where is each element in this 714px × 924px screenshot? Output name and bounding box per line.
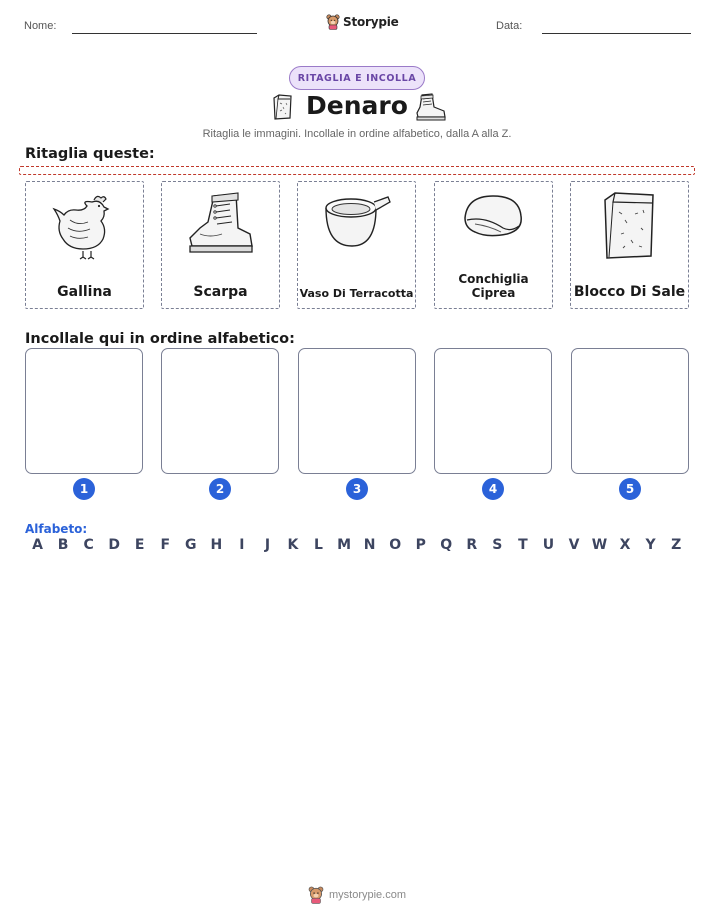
- position-number: 3: [346, 478, 368, 500]
- alphabet-letter: C: [83, 537, 94, 553]
- alphabet-letter: N: [363, 537, 376, 553]
- alphabet-label: Alfabeto:: [25, 522, 88, 536]
- alphabet-letter: Q: [440, 537, 453, 553]
- footer: [0, 886, 714, 904]
- cut-card-hen[interactable]: [25, 181, 144, 309]
- name-label: Nome:: [24, 20, 57, 32]
- bear-mascot-icon: [308, 886, 324, 904]
- paste-box[interactable]: [434, 348, 552, 474]
- position-number: 4: [482, 478, 504, 500]
- alphabet-letter: K: [287, 537, 299, 553]
- instructions: Ritaglia le immagini. Incollale in ordine alfabetico, dalla A alla Z.: [202, 128, 512, 140]
- paste-box[interactable]: [298, 348, 416, 474]
- alphabet-letter: B: [57, 537, 69, 553]
- alphabet-letter: U: [542, 537, 555, 553]
- date-line[interactable]: [542, 33, 691, 34]
- brand-name: Storypie: [343, 15, 399, 29]
- alphabet-letter: V: [568, 537, 580, 553]
- card-label: Vaso Di Terracotta: [299, 287, 414, 300]
- cowrie-shell-icon: [459, 190, 529, 260]
- bear-mascot-icon: [326, 14, 340, 30]
- alphabet-letter: F: [160, 537, 171, 553]
- alphabet-letter: W: [591, 537, 608, 553]
- cut-card-clay-pot[interactable]: [297, 181, 416, 309]
- alphabet-letter: J: [264, 537, 271, 553]
- position-number: 5: [619, 478, 641, 500]
- clay-pot-icon: [322, 190, 392, 260]
- alphabet-letter: M: [337, 537, 352, 553]
- alphabet-letter: X: [619, 537, 631, 553]
- paste-heading: Incollale qui in ordine alfabetico:: [25, 331, 295, 347]
- alphabet-letter: S: [492, 537, 503, 553]
- salt-block-icon: [595, 190, 665, 260]
- cut-card-cowrie-shell[interactable]: [434, 181, 553, 309]
- boot-icon: [414, 93, 448, 121]
- alphabet-letter: L: [314, 537, 323, 553]
- alphabet-letter: O: [389, 537, 402, 553]
- cut-card-boot[interactable]: [161, 181, 280, 309]
- alphabet-letter: P: [415, 537, 426, 553]
- paste-box[interactable]: [161, 348, 279, 474]
- boot-icon: [186, 190, 256, 260]
- position-number: 2: [209, 478, 231, 500]
- cut-heading: Ritaglia queste:: [25, 146, 155, 162]
- alphabet-letter: H: [210, 537, 223, 553]
- card-label: Conchiglia Ciprea: [458, 272, 529, 300]
- alphabet-letter: Z: [671, 537, 682, 553]
- alphabet-row: [25, 537, 689, 553]
- card-label: Blocco Di Sale: [573, 284, 686, 300]
- paste-box[interactable]: [25, 348, 143, 474]
- date-label: Data:: [496, 20, 523, 32]
- brand-logo: [326, 14, 399, 30]
- hen-icon: [50, 190, 120, 260]
- paste-box[interactable]: [571, 348, 689, 474]
- cut-card-salt-block[interactable]: [570, 181, 689, 309]
- alphabet-letter: T: [518, 537, 528, 553]
- alphabet-letter: R: [466, 537, 478, 553]
- position-number: 1: [73, 478, 95, 500]
- alphabet-letter: E: [134, 537, 145, 553]
- footer-url[interactable]: mystorypie.com: [328, 889, 407, 901]
- alphabet-letter: A: [32, 537, 43, 553]
- activity-badge: RITAGLIA E INCOLLA: [289, 66, 425, 90]
- alphabet-letter: D: [108, 537, 120, 553]
- page-title: Denaro: [306, 91, 408, 120]
- card-label: Scarpa: [193, 284, 248, 300]
- alphabet-letter: G: [185, 537, 197, 553]
- name-line[interactable]: [72, 33, 257, 34]
- alphabet-letter: I: [239, 537, 245, 553]
- alphabet-letter: Y: [645, 537, 656, 553]
- cut-guide-line: [19, 166, 695, 175]
- card-label: Gallina: [57, 284, 112, 300]
